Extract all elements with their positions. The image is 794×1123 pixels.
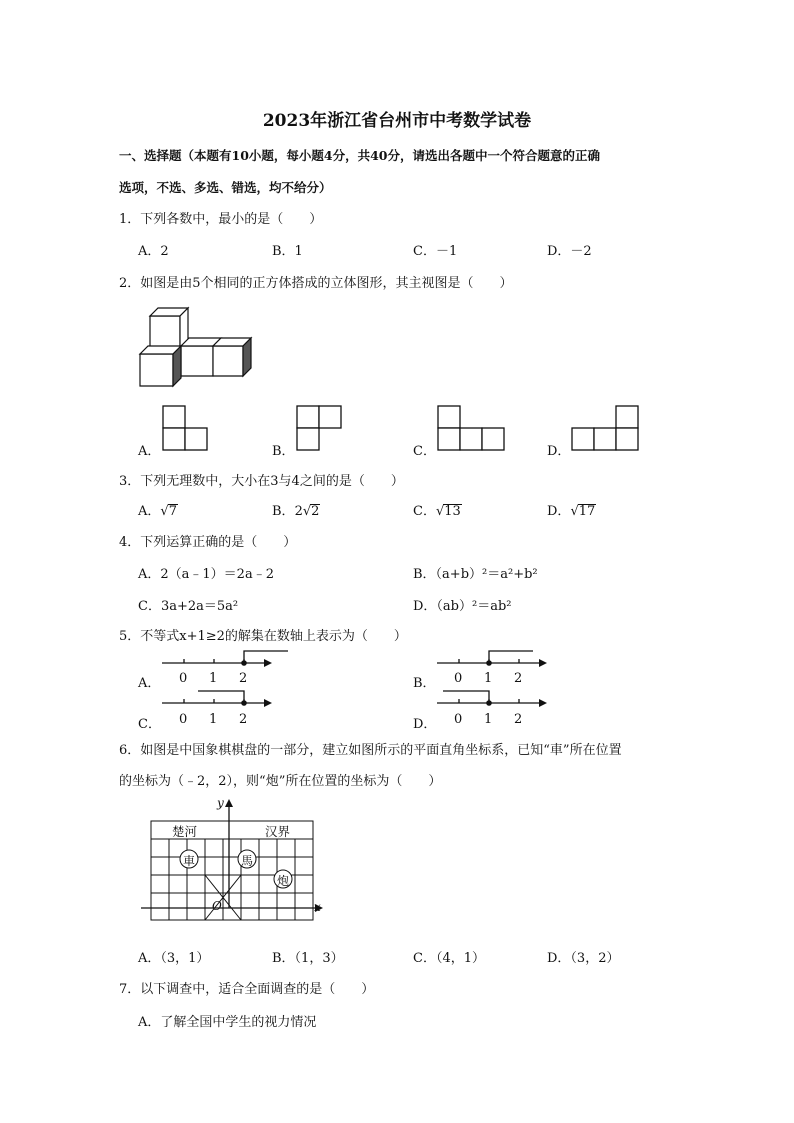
q6-option-b: B．（1，3）	[272, 951, 344, 966]
piece-che: 車	[183, 854, 196, 868]
q7-option-a: A．了解全国中学生的视力情况	[138, 1015, 317, 1030]
q3-stem: 3．下列无理数中，大小在3与4之间的是（ ）	[119, 474, 404, 489]
q5-a-tick-0: 0	[179, 671, 188, 686]
q5-d-tick-0: 0	[454, 712, 463, 727]
q6-stem-line2: 的坐标为（﹣2，2），则“炮”所在位置的坐标为（ ）	[119, 774, 442, 789]
q5-numberline-d	[435, 688, 550, 728]
axis-y-label: y	[217, 796, 224, 810]
axis-origin-label: O	[212, 899, 222, 913]
q5-c-tick-2: 2	[239, 712, 248, 727]
cube-stack-figure	[135, 303, 260, 388]
q7-stem: 7．以下调查中，适合全面调查的是（ ）	[119, 982, 375, 997]
board-river-left: 楚河	[172, 824, 198, 839]
q5-label-c: C．	[138, 717, 161, 732]
q2-stem: 2．如图是由5个相同的正方体搭成的立体图形，其主视图是（ ）	[119, 276, 513, 291]
q5-b-tick-1: 1	[484, 671, 493, 686]
q6-stem-line1: 6．如图是中国象棋棋盘的一部分，建立如图所示的平面直角坐标系，已知“車”所在位置	[119, 743, 622, 758]
q6-option-a: A．（3，1）	[138, 951, 210, 966]
q3-option-a: A．√7	[138, 504, 177, 519]
q3-option-d: D．√17	[547, 504, 596, 519]
chess-board-figure	[133, 795, 333, 925]
q5-stem: 5．不等式x+1≥2的解集在数轴上表示为（ ）	[119, 629, 407, 644]
q2-view-b	[296, 405, 342, 451]
q5-c-tick-1: 1	[209, 712, 218, 727]
q5-numberline-a	[160, 648, 275, 688]
q1-option-a: A．2	[138, 244, 169, 259]
q5-a-tick-2: 2	[239, 671, 248, 686]
q5-d-tick-1: 1	[484, 712, 493, 727]
section-heading-line2: 选项，不选、多选、错选，均不给分）	[119, 180, 332, 195]
q5-label-b: B．	[413, 676, 436, 691]
q6-option-c: C．（4，1）	[413, 951, 485, 966]
q2-view-a	[162, 405, 208, 451]
q4-option-b: B．（a+b）²＝a²+b²	[413, 567, 538, 582]
q2-label-d: D．	[547, 444, 571, 459]
q4-option-d: D．（ab）²＝ab²	[413, 599, 512, 614]
piece-pao: 炮	[277, 874, 290, 888]
q2-view-d	[571, 405, 639, 451]
q5-label-a: A．	[138, 676, 161, 691]
q2-view-c	[437, 405, 505, 451]
q4-stem: 4．下列运算正确的是（ ）	[119, 535, 297, 550]
q1-option-b: B．1	[272, 244, 303, 259]
q1-option-c: C．－1	[413, 244, 458, 259]
section-heading-line1: 一、选择题（本题有10小题，每小题4分，共40分，请选出各题中一个符合题意的正确	[119, 148, 600, 163]
q3-option-c: C．√13	[413, 504, 461, 519]
q5-c-tick-0: 0	[179, 712, 188, 727]
q5-numberline-c	[160, 688, 275, 728]
q5-numberline-b	[435, 648, 550, 688]
q3-option-b: B．2√2	[272, 504, 320, 519]
q2-label-a: A．	[138, 444, 161, 459]
q2-label-c: C．	[413, 444, 436, 459]
q6-option-d: D．（3，2）	[547, 951, 620, 966]
q4-option-a: A．2（a﹣1）＝2a﹣2	[138, 567, 274, 582]
q1-option-d: D．－2	[547, 244, 592, 259]
q5-d-tick-2: 2	[514, 712, 523, 727]
q5-label-d: D．	[413, 717, 437, 732]
axis-x-label: x	[314, 900, 321, 914]
piece-ma: 馬	[241, 854, 254, 868]
q2-label-b: B．	[272, 444, 295, 459]
q5-a-tick-1: 1	[209, 671, 218, 686]
q5-b-tick-2: 2	[514, 671, 523, 686]
q1-stem: 1．下列各数中，最小的是（ ）	[119, 212, 323, 227]
page-title: 2023年浙江省台州市中考数学试卷	[262, 111, 532, 131]
board-river-right: 汉界	[265, 824, 291, 839]
q4-option-c: C．3a+2a＝5a²	[138, 599, 239, 614]
q5-b-tick-0: 0	[454, 671, 463, 686]
